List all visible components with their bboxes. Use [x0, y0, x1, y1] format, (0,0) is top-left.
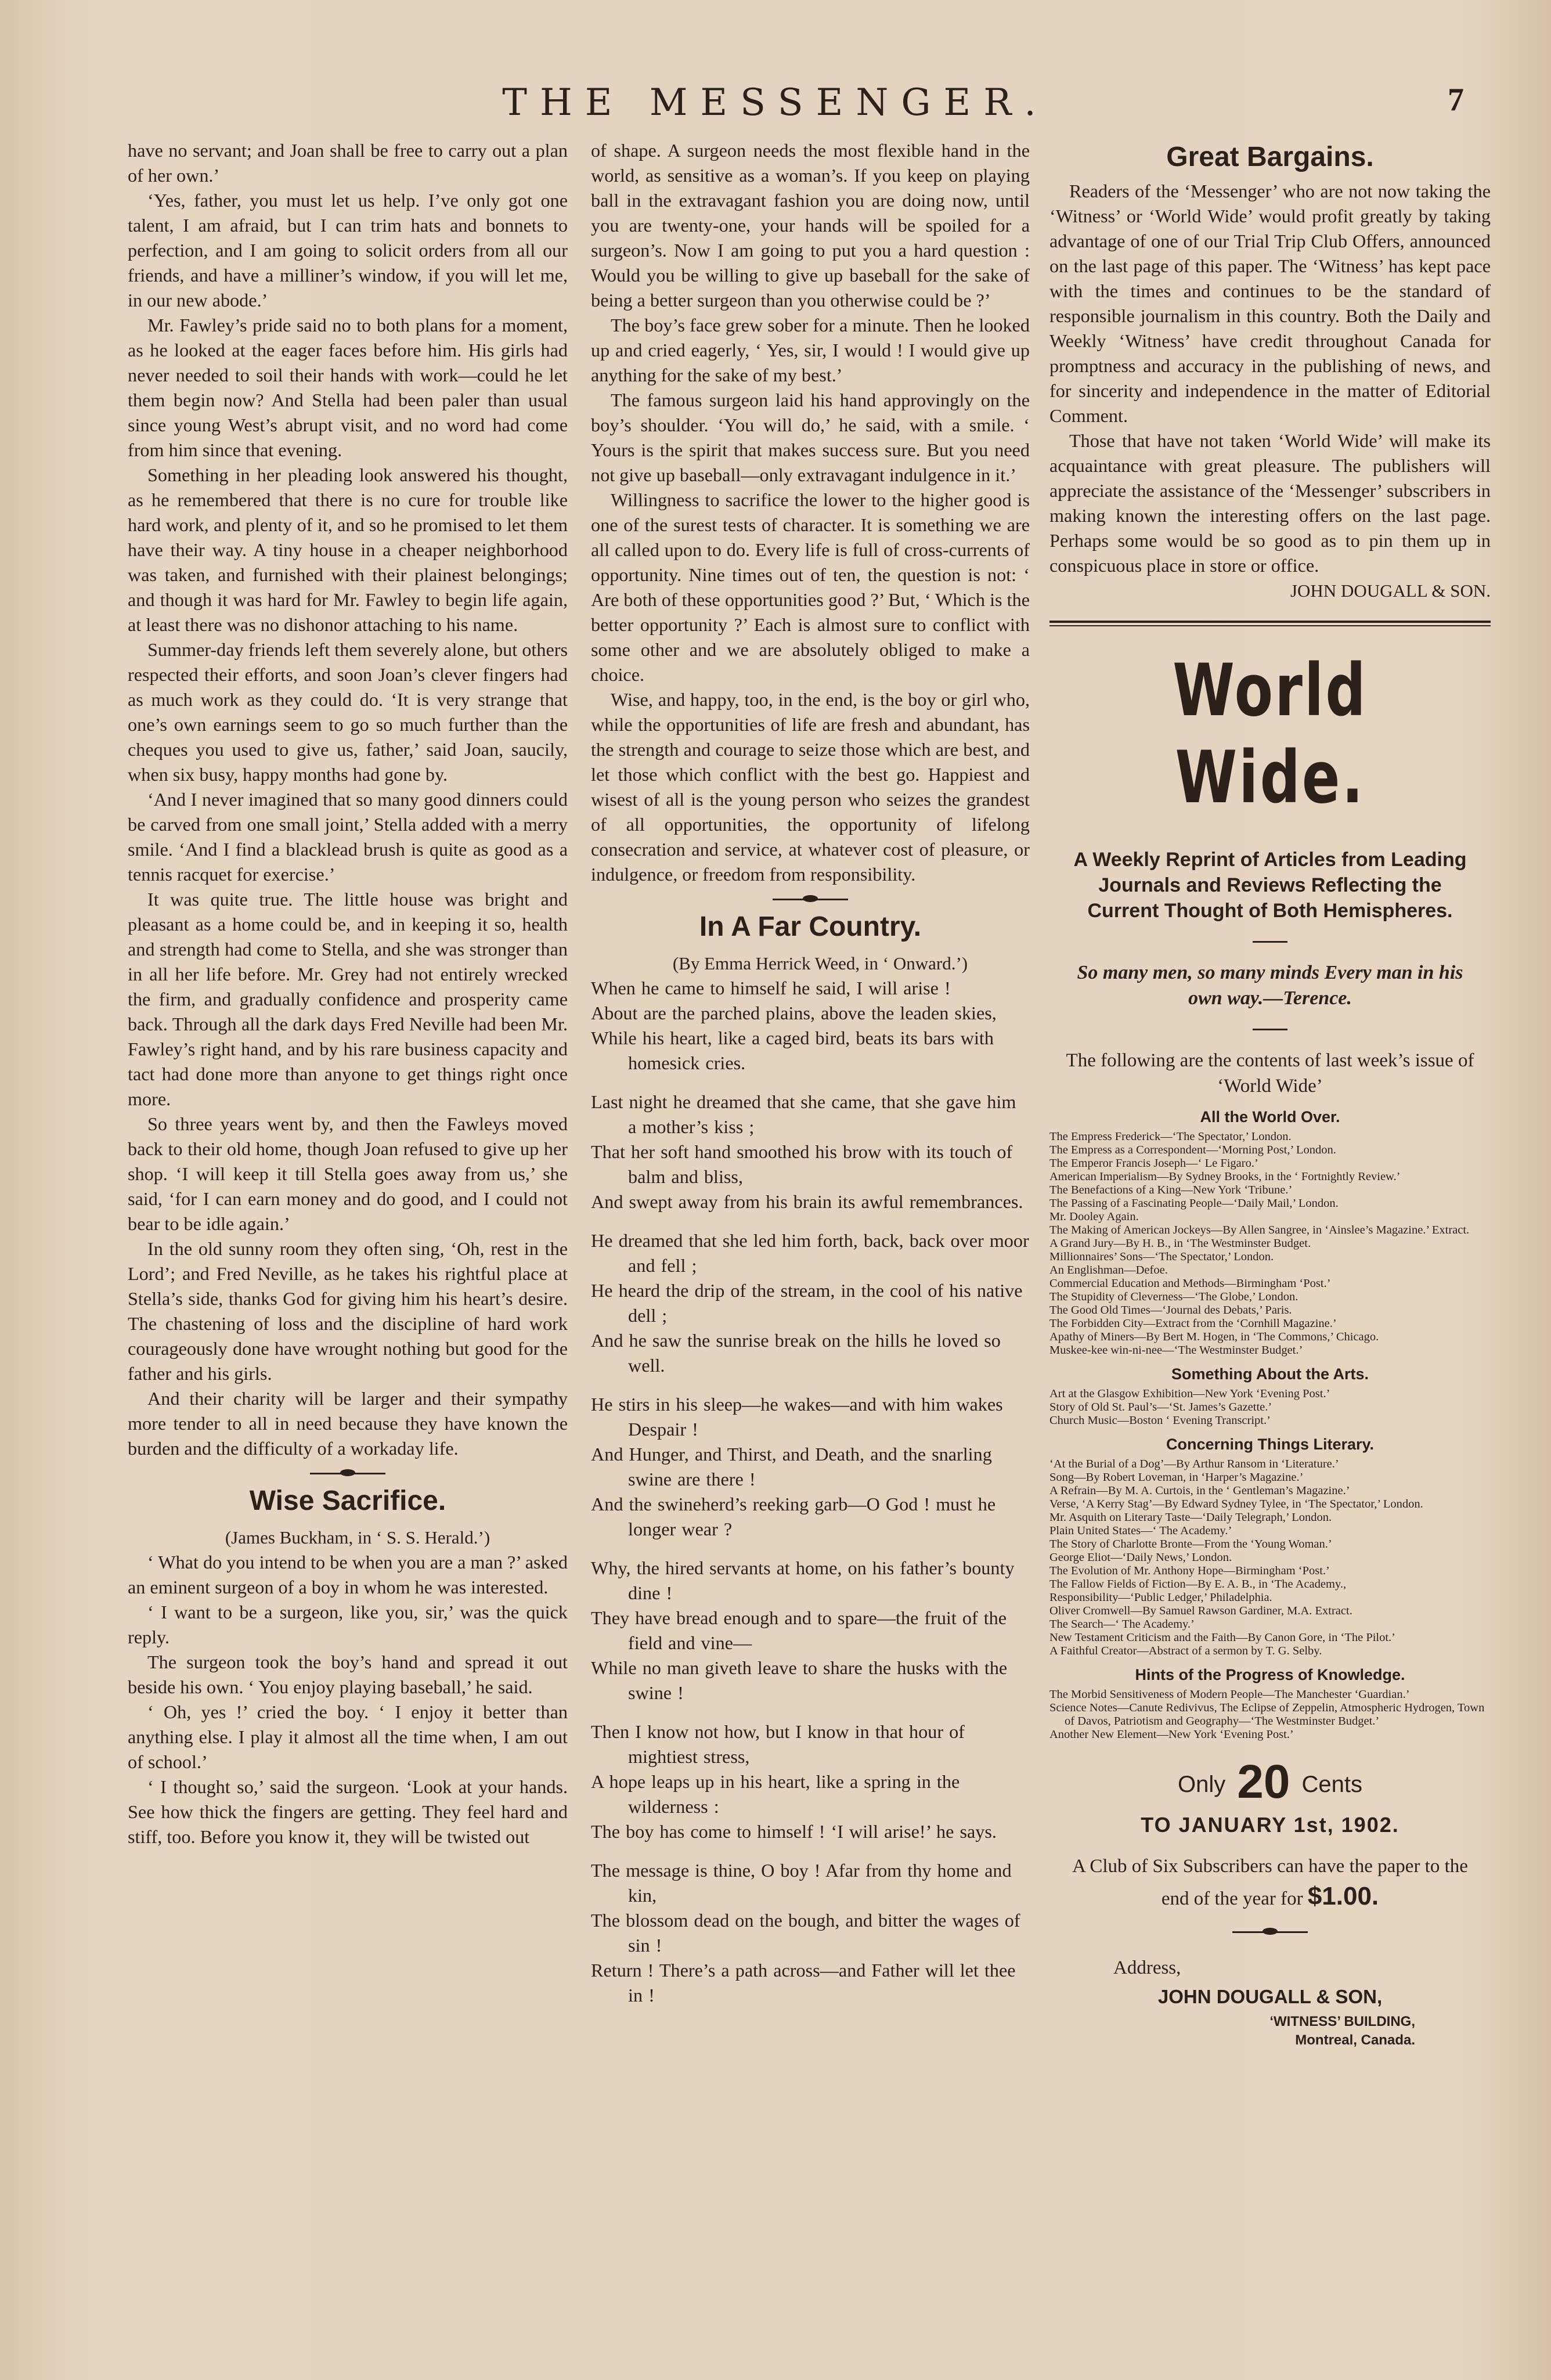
contents-item: The Empress Frederick—‘The Spectator,’ London.	[1049, 1130, 1292, 1143]
poem-line: When he came to himself he said, I will arise !	[591, 978, 951, 998]
contents-items	[1049, 1688, 1491, 1741]
contents-category-heading: Something About the Arts.	[1171, 1365, 1369, 1383]
contents-item: Responsibility—‘Public Ledger,’ Philadelphia.	[1049, 1591, 1272, 1604]
poem-line: About are the parched plains, above the leaden skies,	[591, 1003, 997, 1023]
contents-items	[1049, 1387, 1491, 1427]
story-paragraph: In the old sunny room they often sing, ‘Oh, rest in the Lord’; and Fred Neville, as he takes his rightful place at Stella’s side, thanks God for giving him his heart’s desire. The chastening of loss and the discipline of hard work courageously done have wrought nothing but good for the father and his girls.	[128, 1238, 568, 1384]
contents-item: Plain United States—‘ The Academy.’	[1049, 1524, 1232, 1537]
poem-line: And the swineherd’s reeking garb—O God ! must he longer wear ?	[591, 1494, 996, 1539]
column-1	[128, 138, 568, 1849]
section-divider	[310, 1467, 385, 1480]
notice-paragraph: Readers of the ‘Messenger’ who are not now taking the ‘Witness’ or ‘World Wide’ would profit greatly by taking advantage of one of our Trial Trip Club Offers, announced on the last page of this paper. The ‘Witness’ has kept pace with the times and continues to be the standard of responsible journalism in this country. Both the Daily and Weekly ‘Witness’ have credit throughout Canada for promptness and accuracy in the publishing of news, and for sincerity and independence in the matter of Editorial Comment.	[1049, 181, 1491, 426]
poem-line: And swept away from his brain its awful remembrances.	[591, 1191, 1023, 1212]
offer-cents: Cents	[1301, 1772, 1362, 1797]
contents-intro: The following are the contents of last week’s issue of ‘World Wide’	[1066, 1050, 1474, 1097]
page-number: 7	[1448, 82, 1464, 118]
contents-item: The Empress as a Correspondent—‘Morning Post,’ London.	[1049, 1144, 1336, 1156]
offer-club-text: A Club of Six Subscribers can have the paper to the end of the year for	[1072, 1856, 1468, 1909]
poem-line: He stirs in his sleep—he wakes—and with him wakes Despair !	[591, 1394, 1003, 1440]
contents-item: The Morbid Sensitiveness of Modern People—The Manchester ‘Guardian.’	[1049, 1688, 1410, 1701]
article-paragraph: of shape. A surgeon needs the most flexible hand in the world, as sensitive as a woman’s. If you keep on playing ball in the extravagant fashion you are doing now, until you are twenty-one, your hands will be spoiled for a surgeon’s. Now I am going to put you a hard question : Would you be willing to give up baseball for the sake of being a better surgeon than you otherwise could be ?’	[591, 140, 1030, 311]
poem-line: The message is thine, O boy ! Afar from thy home and kin,	[591, 1860, 1012, 1906]
contents-item: The Forbidden City—Extract from the ‘Cornhill Magazine.’	[1049, 1317, 1337, 1330]
story-paragraph: have no servant; and Joan shall be free to carry out a plan of her own.’	[128, 140, 568, 186]
poem-body	[591, 976, 1030, 2008]
contents-category-heading: All the World Over.	[1200, 1108, 1340, 1126]
article-paragraph: Wise, and happy, too, in the end, is the boy or girl who, while the opportunities of life are fresh and abundant, has the strength and courage to seize those which are best, and let those which conflict with the best go. Happiest and wisest of all is the young person who seizes the grandest of all opportunities, the opportunity of lifelong consecration and service, at whatever cost of pleasure, or indulgence, or freedom from responsibility.	[591, 689, 1030, 885]
poem-line: He dreamed that she led him forth, back, back over moor and fell ;	[591, 1230, 1029, 1276]
world-wide-title: World Wide.	[1173, 649, 1368, 820]
poem-line: He heard the drip of the stream, in the cool of his native dell ;	[591, 1280, 1023, 1326]
poem-title: In A Far Country.	[699, 911, 922, 942]
article-title-wise-sacrifice: Wise Sacrifice.	[249, 1485, 446, 1516]
contents-item: Song—By Robert Loveman, in ‘Harper’s Magazine.’	[1049, 1471, 1304, 1484]
masthead-title: THE MESSENGER.	[502, 81, 1049, 124]
contents-item: The Fallow Fields of Fiction—By E. A. B., in ‘The Academy.,	[1049, 1578, 1347, 1591]
contents-item: Church Music—Boston ‘ Evening Transcript.’	[1049, 1414, 1271, 1427]
poem-byline: (By Emma Herrick Weed, in ‘ Onward.’)	[672, 953, 968, 973]
contents-item: An Englishman—Defoe.	[1049, 1264, 1168, 1276]
poem-line: While no man giveth leave to share the husks with the swine !	[591, 1657, 1008, 1703]
story-paragraph: Something in her pleading look answered his thought, as he remembered that there is no cure for trouble like hard work, and plenty of it, and so he promised to let them have their way. A tiny house in a cheaper neighborhood was taken, and furnished with their plainest belongings; and though it was hard for Mr. Fawley to begin life again, at least there was no dishonor attaching to his name.	[128, 464, 568, 635]
poem-stanza	[591, 976, 1030, 1076]
poem-stanza	[591, 1392, 1030, 1542]
notice-paragraph: Those that have not taken ‘World Wide’ will make its acquaintance with great pleasure. The publishers will appreciate the assistance of the ‘Messenger’ subscribers in making known the interesting offers on the last page. Perhaps some would be so good as to pin them up in conspicuous place in store or office.	[1049, 430, 1491, 576]
contents-item: A Refrain—By M. A. Curtois, in the ‘ Gentleman’s Magazine.’	[1049, 1484, 1350, 1497]
poem-line: A hope leaps up in his heart, like a spring in the wilderness :	[591, 1771, 960, 1817]
article-paragraph: The boy’s face grew sober for a minute. Then he looked up and cried eagerly, ‘ Yes, sir, I would ! I would give up anything for the sake of my best.’	[591, 315, 1030, 385]
poem-line: While his heart, like a caged bird, beats its bars with homesick cries.	[591, 1027, 994, 1073]
contents-item: The Story of Charlotte Bronte—From the ‘Young Woman.’	[1049, 1538, 1332, 1550]
offer-date: TO JANUARY 1st, 1902.	[1141, 1813, 1399, 1837]
article-paragraph: ‘ Oh, yes !’ cried the boy. ‘ I enjoy it better than anything else. I play it almost all the time when, I am out of school.’	[128, 1701, 568, 1772]
section-divider	[773, 893, 848, 906]
story-paragraph: ‘Yes, father, you must let us help. I’ve only got one talent, I am afraid, but I can trim hats and bonnets to perfection, and I am going to solicit orders from all our friends, and have a milliner’s window, if you will let me, in our new abode.’	[128, 190, 568, 311]
contents-item: The Passing of a Fascinating People—‘Daily Mail,’ London.	[1049, 1197, 1339, 1210]
contents-item: Oliver Cromwell—By Samuel Rawson Gardiner, M.A. Extract.	[1049, 1604, 1352, 1617]
poem-line: The boy has come to himself ! ‘I will arise!’ he says.	[591, 1821, 997, 1842]
contents-item: Millionnaires’ Sons—‘The Spectator,’ London.	[1049, 1250, 1274, 1263]
poem-line: And Hunger, and Thirst, and Death, and the snarling swine are there !	[591, 1444, 992, 1490]
story-paragraph: Summer-day friends left them severely alone, but others respected their efforts, and soon Joan’s clever fingers had as much work as they could do. ‘It is very strange that one’s own earnings seem to go so much further than the cheques you used to give us, father,’ said Joan, saucily, when six busy, happy months had gone by.	[128, 639, 568, 785]
contents-item: The Making of American Jockeys—By Allen Sangree, in ‘Ainslee’s Magazine.’ Extract.	[1049, 1224, 1470, 1236]
contents-item: Art at the Glasgow Exhibition—New York ‘Evening Post.’	[1049, 1387, 1330, 1400]
great-bargains-title: Great Bargains.	[1166, 142, 1374, 172]
notice-signature: JOHN DOUGALL & SON.	[1290, 580, 1491, 601]
world-wide-subtitle: A Weekly Reprint of Articles from Leading Journals and Reviews Reflecting the Current Thought of Both Hemispheres.	[1073, 849, 1467, 922]
address-building: ‘WITNESS’ BUILDING,	[1269, 2014, 1415, 2029]
contents-item: A Faithful Creator—Abstract of a sermon by T. G. Selby.	[1049, 1645, 1322, 1657]
contents-item: Story of Old St. Paul’s—‘St. James’s Gazette.’	[1049, 1401, 1272, 1413]
poem-stanza	[591, 1556, 1030, 1705]
poem-stanza	[591, 1090, 1030, 1214]
contents-item: Mr. Asquith on Literary Taste—‘Daily Telegraph,’ London.	[1049, 1511, 1332, 1524]
contents-item: The Search—‘ The Academy.’	[1049, 1618, 1195, 1631]
story-paragraph: It was quite true. The little house was bright and pleasant as a home could be, and in keeping it so, health and strength had come to Stella, and she was stronger than in all her life before. Mr. Grey had not entirely wrecked the firm, and gradually confidence and prosperity came back. Through all the dark days Fred Neville had been Mr. Fawley’s right hand, and by his rare business capacity and tact had done more than anyone to get things right once more.	[128, 889, 568, 1109]
article-byline: (James Buckham, in ‘ S. S. Herald.’)	[225, 1527, 490, 1548]
column-3	[1049, 138, 1491, 2050]
contents-item: The Emperor Francis Joseph—‘ Le Figaro.’	[1049, 1157, 1258, 1170]
offer-headline	[1049, 1755, 1491, 1808]
article-paragraph: The famous surgeon laid his hand approvingly on the boy’s shoulder. ‘You will do,’ he said, with a smile. ‘ Yours is the spirit that makes success sure. But you need not give up baseball—only extravagant indulgence in it.’	[591, 390, 1030, 485]
contents-item: Commercial Education and Methods—Birmingham ‘Post.’	[1049, 1277, 1331, 1290]
contents-category-heading: Hints of the Progress of Knowledge.	[1135, 1666, 1405, 1683]
short-rule	[1253, 941, 1287, 943]
article-paragraph: Willingness to sacrifice the lower to the higher good is one of the surest tests of character. It is something we are all called upon to do. Every life is full of cross-currents of opportunity. Nine times out of ten, the question is not: ‘ Are both of these opportunities good ?’ But, ‘ Which is the better opportunity ?’ Each is almost sure to conflict with some other and we are absolutely obliged to make a choice.	[591, 489, 1030, 685]
story-paragraph: And their charity will be larger and their sympathy more tender to all in need because they have known the burden and the difficulty of a workaday life.	[128, 1388, 568, 1459]
story-paragraph: So three years went by, and then the Fawleys moved back to their old home, though Joan refused to give up her shop. ‘I will keep it till Stella goes away from us,’ she said, ‘for I can earn money and do good, and I could not bear to be idle again.’	[128, 1113, 568, 1234]
offer-price: $1.00.	[1307, 1882, 1379, 1910]
contents-items	[1049, 1458, 1491, 1658]
poem-line: The blossom dead on the bough, and bitter the wages of sin !	[591, 1910, 1020, 1956]
contents-item: Muskee-kee win-ni-nee—‘The Westminster Budget.’	[1049, 1344, 1303, 1357]
contents-item: New Testament Criticism and the Faith—By Canon Gore, in ‘The Pilot.’	[1049, 1631, 1396, 1644]
contents-item: Apathy of Miners—By Bert M. Hogen, in ‘The Commons,’ Chicago.	[1049, 1330, 1379, 1343]
offer-only: Only	[1178, 1772, 1226, 1797]
poem-line: They have bread enough and to spare—the fruit of the field and vine—	[591, 1607, 1007, 1653]
poem-stanza	[591, 1719, 1030, 1844]
contents-item: American Imperialism—By Sydney Brooks, in the ‘ Fortnightly Review.’	[1049, 1170, 1401, 1183]
contents-item: The Good Old Times—‘Journal des Debats,’ Paris.	[1049, 1304, 1292, 1317]
contents-item: The Evolution of Mr. Anthony Hope—Birmingham ‘Post.’	[1049, 1564, 1330, 1577]
offer-club	[1067, 1851, 1473, 1914]
poem-stanza	[591, 1858, 1030, 2008]
poem-stanza	[591, 1228, 1030, 1378]
section-divider	[1232, 1925, 1308, 1938]
poem-line: Why, the hired servants at home, on his father’s bounty dine !	[591, 1557, 1015, 1603]
offer-amount: 20	[1237, 1755, 1290, 1808]
contents-item: The Benefactions of a King—New York ‘Tribune.’	[1049, 1184, 1293, 1196]
contents-item: The Stupidity of Cleverness—‘The Globe,’ London.	[1049, 1290, 1298, 1303]
poem-line: And he saw the sunrise break on the hills he loved so well.	[591, 1330, 1001, 1376]
story-paragraph: Mr. Fawley’s pride said no to both plans for a moment, as he looked at the eager faces before him. His girls had never needed to soil their hands with work—could he let them begin now? And Stella had been paler than usual since young West’s abrupt visit, and no word had come from him since that evening.	[128, 315, 568, 460]
article-paragraph: ‘ What do you intend to be when you are a man ?’ asked an eminent surgeon of a boy in whom he was interested.	[128, 1552, 568, 1598]
contents-list	[1049, 1107, 1491, 1741]
contents-item: Mr. Dooley Again.	[1049, 1210, 1139, 1223]
poem-line: Return ! There’s a path across—and Father will let thee in !	[591, 1960, 1016, 2006]
article-paragraph: ‘ I want to be a surgeon, like you, sir,’ was the quick reply.	[128, 1602, 568, 1647]
contents-item: Verse, ‘A Kerry Stag’—By Edward Sydney Tylee, in ‘The Spectator,’ London.	[1049, 1498, 1423, 1510]
address-label: Address,	[1113, 1957, 1181, 1978]
contents-item: ‘At the Burial of a Dog’—By Arthur Ransom in ‘Literature.’	[1049, 1458, 1339, 1470]
contents-category-heading: Concerning Things Literary.	[1166, 1436, 1375, 1453]
contents-item: George Eliot—‘Daily News,’ London.	[1049, 1551, 1232, 1564]
contents-item: Another New Element—New York ‘Evening Post.’	[1049, 1728, 1294, 1741]
contents-item: A Grand Jury—By H. B., in ‘The Westminster Budget.	[1049, 1237, 1311, 1250]
short-rule	[1253, 1029, 1287, 1030]
poem-line: That her soft hand smoothed his brow with its touch of balm and bliss,	[591, 1141, 1013, 1187]
contents-items	[1049, 1130, 1491, 1357]
article-paragraph: The surgeon took the boy’s hand and spread it out beside his own. ‘ You enjoy playing baseball,’ he said.	[128, 1651, 568, 1697]
address-name: JOHN DOUGALL & SON,	[1157, 1986, 1383, 2007]
contents-item: Science Notes—Canute Redivivus, The Eclipse of Zeppelin, Atmospheric Hydrogen, Town of Davos, Patriotism and Geography—‘The Westminster Budget.’	[1049, 1701, 1485, 1728]
poem-line: Then I know not how, but I know in that hour of mightiest stress,	[591, 1721, 965, 1767]
masthead	[0, 81, 1551, 128]
story-paragraph: ‘And I never imagined that so many good dinners could be carved from one small joint,’ Stella added with a merry smile. ‘And I find a blacklead brush is quite as good as a tennis racquet for exercise.’	[128, 789, 568, 885]
world-wide-motto: So many men, so many minds Every man in his own way.—Terence.	[1077, 962, 1463, 1009]
column-2	[591, 138, 1030, 2022]
double-rule	[1049, 621, 1491, 626]
article-paragraph: ‘ I thought so,’ said the surgeon. ‘Look at your hands. See how thick the fingers are getting. They feel hard and stiff, too. Before you know it, they will be twisted out	[128, 1776, 568, 1847]
poem-line: Last night he dreamed that she came, that she gave him a mother’s kiss ;	[591, 1091, 1016, 1137]
address-city: Montreal, Canada.	[1295, 2032, 1415, 2048]
